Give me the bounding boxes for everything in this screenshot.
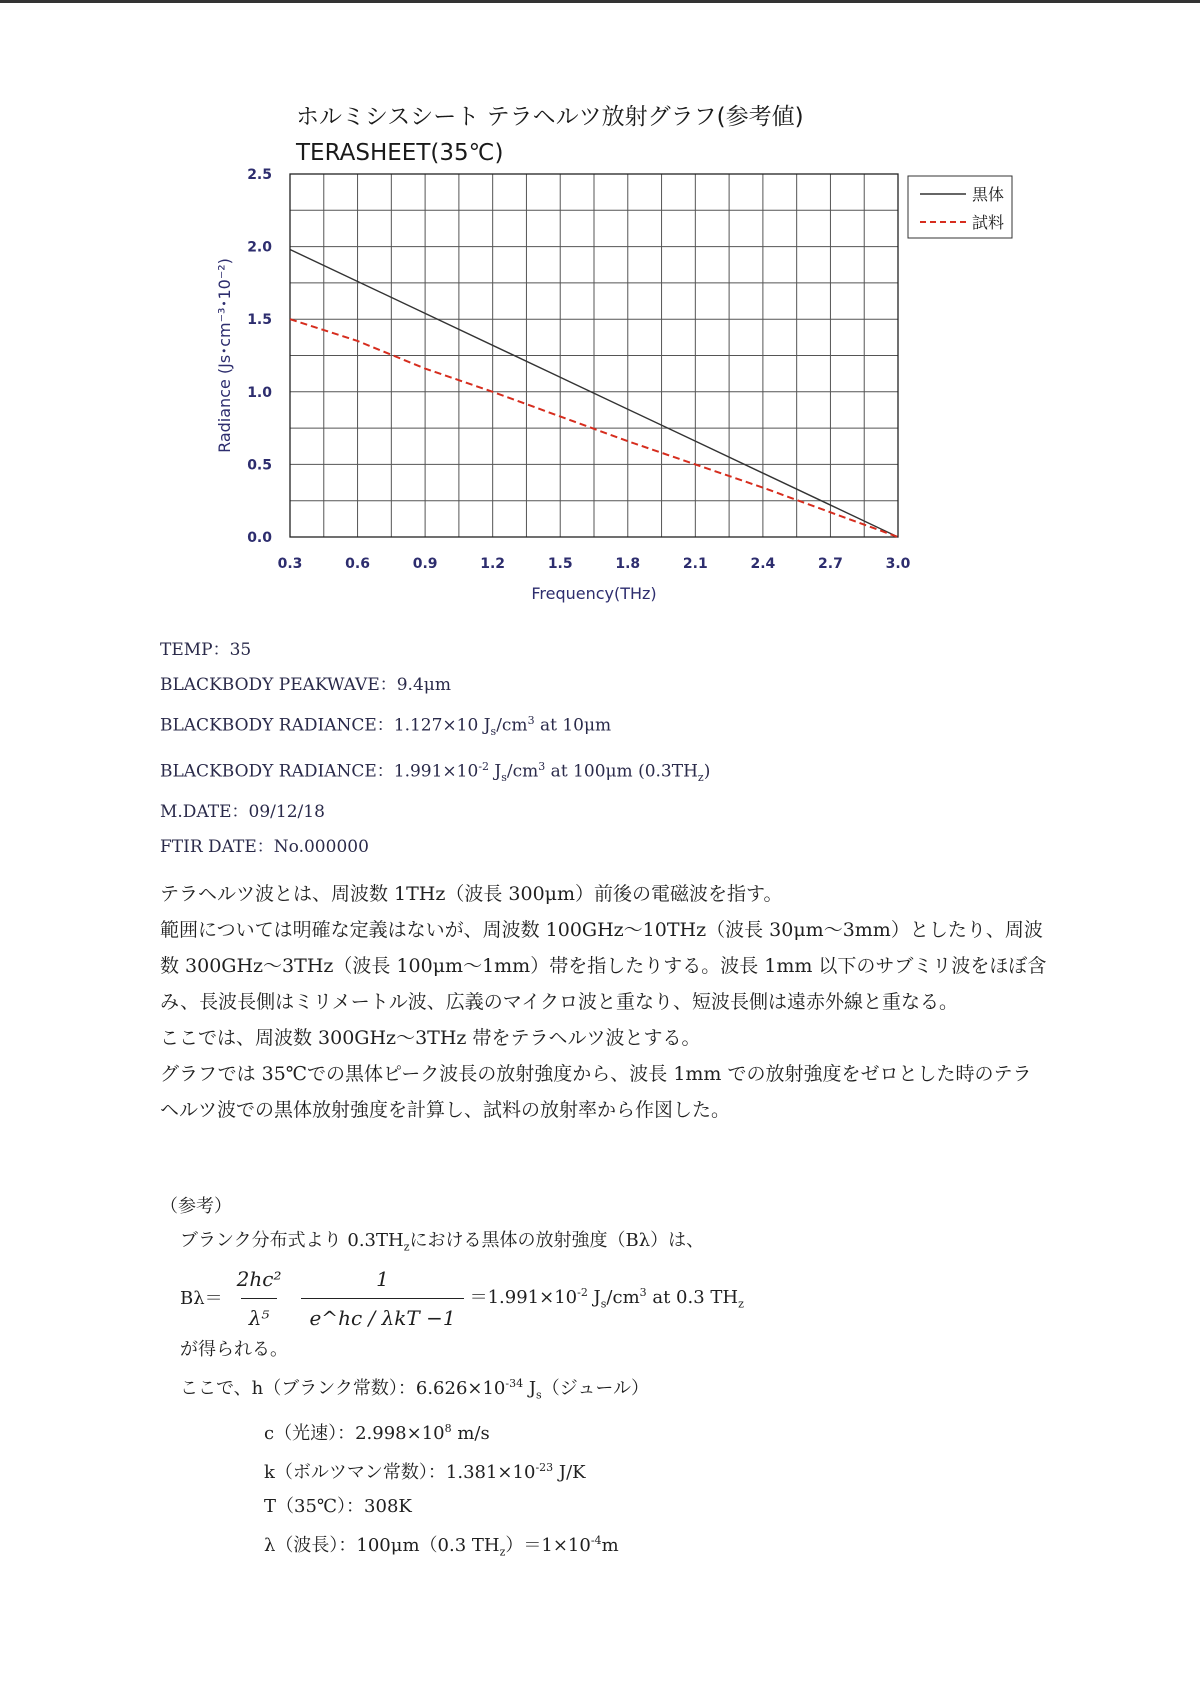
x-tick-label: 3.0 bbox=[885, 556, 911, 572]
legend-label: 黒体 bbox=[972, 185, 1005, 204]
x-tick-label: 1.8 bbox=[615, 556, 641, 572]
y-tick-label: 1.5 bbox=[247, 312, 272, 329]
y-tick-label: 0.5 bbox=[247, 457, 272, 474]
chart-title: ホルミシスシート テラヘルツ放射グラフ(参考値) bbox=[296, 104, 804, 130]
x-axis-label: Frequency(THz) bbox=[531, 584, 657, 603]
formula-fraction-2: $\frac{1}{\text{e\textasciicircum{}hc / λkT −1}}$ bbox=[301, 1262, 463, 1335]
desc-paragraph-2: 範囲については明確な定義はないが、周波数 100GHz～10THz（波長 30μm～3mm）としたり、周波数 300GHz～3THz（波長 100μm～1mm）帯を指したりする。波長 1mm 以下のサブミリ波をほぼ含み、長波長側はミリメートル波、広義のマイクロ波と重なり、短波長側は遠赤外線と重なる。 bbox=[160, 919, 1047, 1013]
y-tick-label: 2.5 bbox=[247, 167, 272, 183]
temperature-line: T（35℃）：308K bbox=[264, 1496, 412, 1518]
planck-constant-line: ここで、h（ブランク常数）：$6.626\times 10^{-34}$ $J_s$（ジュール） bbox=[180, 1376, 649, 1402]
reference-section bbox=[160, 1190, 1060, 1570]
chart-legend bbox=[908, 176, 1012, 238]
reference-intro: ブランク分布式より $0.3TH_z$における黒体の放射強度（Bλ）は、 bbox=[180, 1230, 705, 1254]
legend-label: 試料 bbox=[972, 213, 1005, 232]
x-tick-label: 2.7 bbox=[818, 556, 843, 572]
x-tick-label: 1.5 bbox=[547, 556, 573, 572]
radiance-chart bbox=[0, 0, 1200, 620]
reference-heading: （参考） bbox=[160, 1196, 232, 1217]
boltzmann-line: k（ボルツマン常数）：$1.381\times 10^{-23}$ J/K bbox=[264, 1461, 586, 1484]
planck-formula: Bλ＝ $\frac{\text{2hc²}}{\text{λ⁵}}$ $\frac{1}{\text{e\textasciicircum{}hc / λkT −1}}$ $=1.991\times 10^{-2}$ $J_s/cm^3$ at 0.3 $TH_z$ bbox=[180, 1265, 1060, 1333]
chart-grid bbox=[290, 174, 898, 537]
y-tick-label: 0.0 bbox=[247, 530, 272, 546]
radiance-10um-line: BLACKBODY RADIANCE：1.127×10 $J_s/cm^3$ at 10μm bbox=[160, 714, 612, 739]
y-axis-label: Radiance (Js･cm⁻³･10⁻²) bbox=[215, 258, 234, 453]
ftir-date-line: FTIR DATE：No.000000 bbox=[160, 837, 369, 858]
desc-paragraph-3: ここでは、周波数 300GHz～3THz 帯をテラヘルツ波とする。 bbox=[160, 1027, 701, 1049]
x-tick-label: 0.6 bbox=[345, 556, 370, 572]
x-tick-label: 0.3 bbox=[277, 556, 303, 572]
x-tick-label: 2.1 bbox=[682, 556, 708, 572]
measure-date-line: M.DATE：09/12/18 bbox=[160, 802, 325, 823]
measurement-info bbox=[160, 633, 710, 865]
desc-paragraph-4: グラフでは 35℃での黒体ピーク波長の放射強度から、波長 1mm での放射強度をゼロとした時のテラヘルツ波での黒体放射強度を計算し、試料の放射率から作図した。 bbox=[160, 1063, 1032, 1121]
desc-paragraph-1: テラヘルツ波とは、周波数 1THz（波長 300μm）前後の電磁波を指す。 bbox=[160, 883, 783, 905]
temp-line: TEMP：35 bbox=[160, 640, 252, 660]
terahertz-description bbox=[160, 876, 1050, 1128]
peakwave-line: BLACKBODY PEAKWAVE：9.4μm bbox=[160, 675, 451, 695]
x-tick-label: 0.9 bbox=[412, 556, 438, 572]
radiance-100um-line: BLACKBODY RADIANCE：$1.991\times 10^{-2}$ $J_s/cm^3$ at 100μm $(0.3TH_z)$ bbox=[160, 760, 711, 785]
chart-subtitle: TERASHEET(35℃) bbox=[296, 140, 504, 166]
reference-result: が得られる。 bbox=[180, 1338, 288, 1360]
light-speed-line: c（光速）：$2.998\times 10^8$ m/s bbox=[264, 1422, 490, 1445]
y-tick-label: 2.0 bbox=[247, 239, 272, 256]
formula-fraction-1: $\frac{\text{2hc²}}{\text{λ⁵}}$ bbox=[229, 1262, 290, 1335]
wavelength-line: λ（波長）：100μm（0.3 $TH_z)=1\times 10^{-4}m$ bbox=[264, 1534, 619, 1559]
x-tick-label: 2.4 bbox=[750, 556, 776, 572]
x-tick-label: 1.2 bbox=[480, 556, 506, 572]
y-tick-label: 1.0 bbox=[247, 384, 272, 401]
